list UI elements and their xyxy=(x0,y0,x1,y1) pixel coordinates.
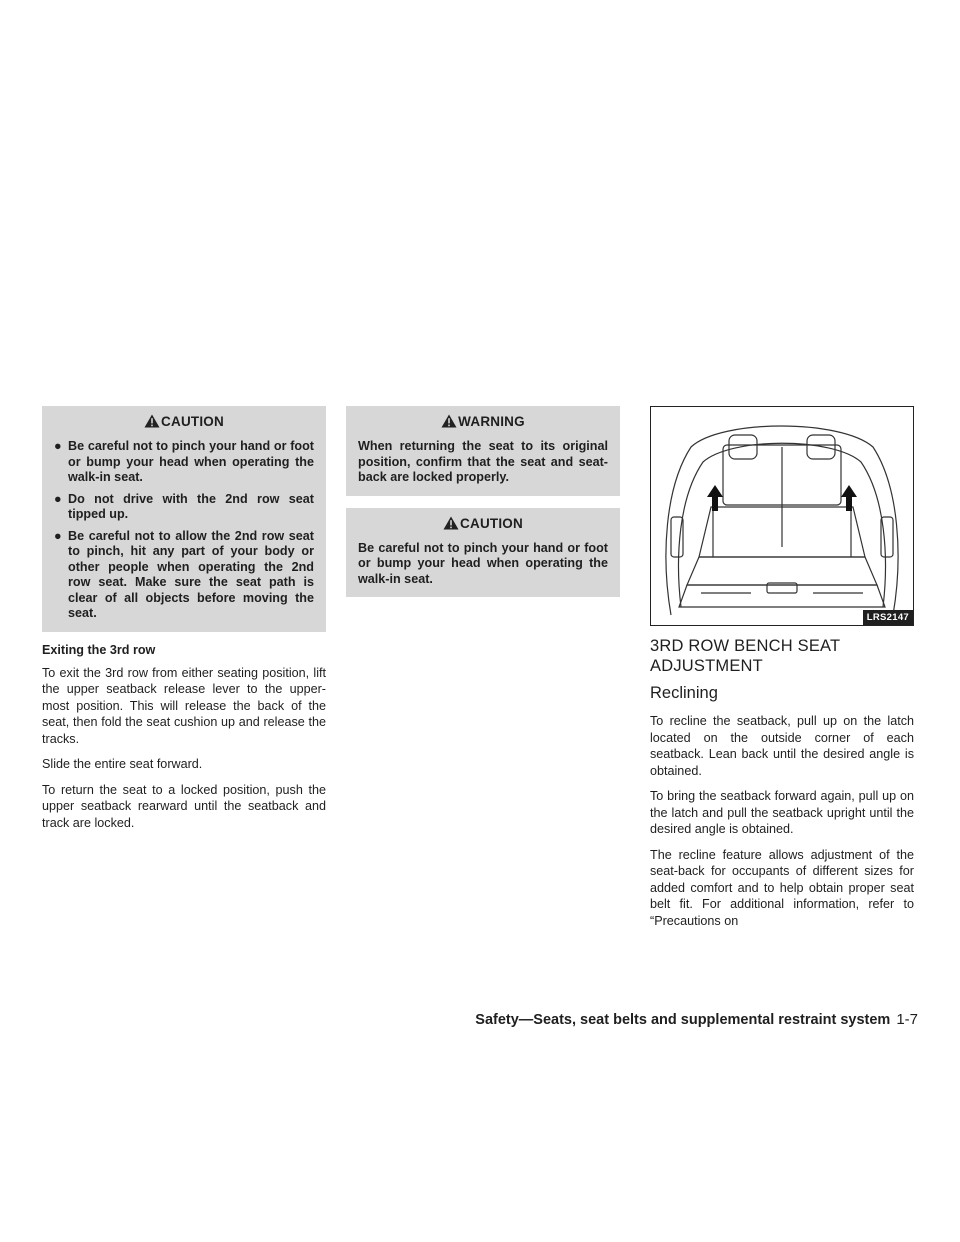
page-number: 1-7 xyxy=(896,1011,918,1028)
caution-heading xyxy=(358,516,608,531)
paragraph: To exit the 3rd row from either seating position, lift the upper seatback release lever to the upper-most position. This will release the back of the seat, then fold the seat cushion up and release the tracks. xyxy=(42,665,326,746)
warning-triangle-icon xyxy=(443,516,459,530)
bullet-icon: ● xyxy=(54,528,62,543)
reclining-subheading: Reclining xyxy=(650,684,718,702)
bullet-icon: ● xyxy=(54,491,62,506)
exiting-body xyxy=(42,665,326,832)
warning-triangle-icon xyxy=(441,414,457,428)
column-2 xyxy=(346,406,620,597)
page-footer xyxy=(475,1011,918,1028)
caution-bullet-text: Do not drive with the 2nd row seat tipped up. xyxy=(68,491,314,521)
footer-section-title: Safety—Seats, seat belts and supplemental restraint system xyxy=(475,1012,891,1028)
caution-box xyxy=(42,406,326,632)
warning-heading xyxy=(358,414,608,429)
exiting-subheading: Exiting the 3rd row xyxy=(42,642,156,657)
cargo-area-figure xyxy=(650,406,914,626)
warning-box xyxy=(346,406,620,496)
caution-text: Be careful not to pinch your hand or foot or bump your head when operating the walk-in seat. xyxy=(358,540,608,586)
paragraph: To bring the seatback forward again, pull up on the latch and pull the seatback upright until the desired angle is obtained. xyxy=(650,789,914,836)
reclining-body xyxy=(650,713,914,929)
third-row-seat-illustration xyxy=(651,407,913,625)
column-3 xyxy=(650,636,914,929)
section-heading: 3RD ROW BENCH SEAT ADJUSTMENT xyxy=(650,637,841,675)
paragraph: To return the seat to a locked position, push the upper seatback rearward until the seatback and track are locked. xyxy=(42,782,326,830)
column-1 xyxy=(42,406,326,840)
warning-title: WARNING xyxy=(458,414,525,429)
warning-text: When returning the seat to its original position, confirm that the seat and seat-back are locked properly. xyxy=(358,439,608,484)
paragraph: Slide the entire seat forward. xyxy=(42,757,203,771)
figure-label: LRS2147 xyxy=(863,610,913,625)
caution-bullet xyxy=(54,439,314,486)
caution-title: CAUTION xyxy=(460,515,523,531)
caution-title: CAUTION xyxy=(161,414,224,429)
caution-bullet-text: Be careful not to allow the 2nd row seat to pinch, hit any part of your body or other people when operating the 2nd row seat. Make sure the seat path is clear of all objects before moving the seat. xyxy=(68,528,314,620)
caution-box xyxy=(346,508,620,598)
caution-heading xyxy=(54,414,314,429)
paragraph: To recline the seatback, pull up on the latch located on the outside corner of each seatback. Lean back until the desired angle is obtained. xyxy=(650,714,914,778)
warning-triangle-icon xyxy=(144,414,160,428)
caution-bullet xyxy=(54,529,314,622)
caution-bullet xyxy=(54,492,314,523)
paragraph: The recline feature allows adjustment of the seat-back for occupants of different sizes for added comfort and to help obtain proper seat belt fit. For additional information, refer to “Precautions on xyxy=(650,847,914,928)
caution-bullet-text: Be careful not to pinch your hand or foot or bump your head when operating the walk-in seat. xyxy=(68,439,314,484)
bullet-icon: ● xyxy=(54,439,62,453)
